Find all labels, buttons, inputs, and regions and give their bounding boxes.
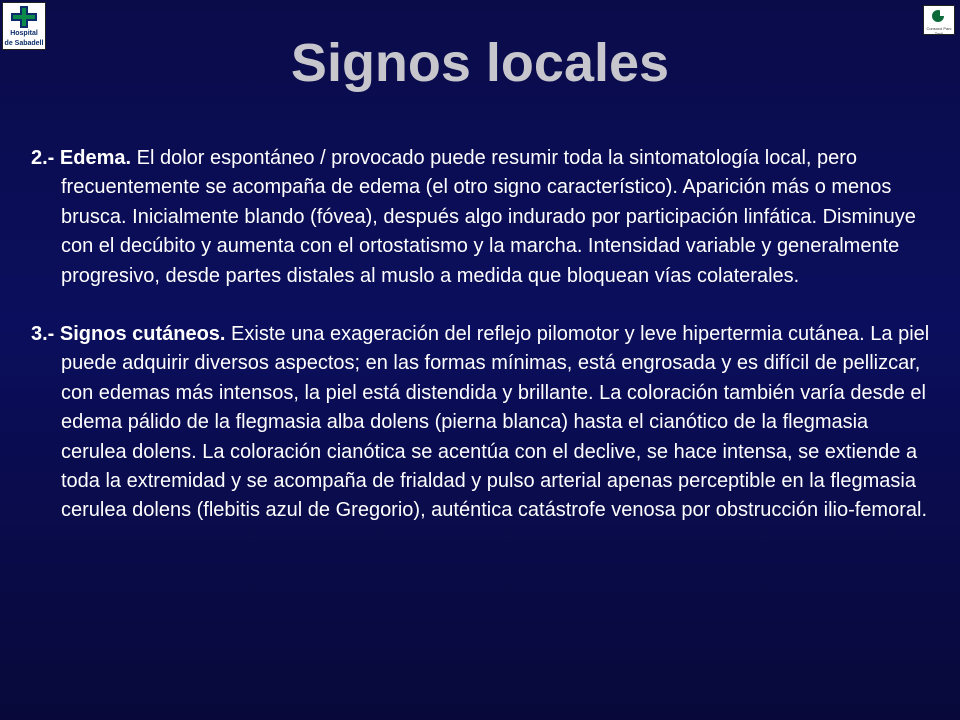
page-title: Signos locales xyxy=(290,33,670,93)
paragraph-label: 2.- Edema. xyxy=(31,147,132,169)
slide-body xyxy=(31,144,936,526)
paragraph-edema xyxy=(31,144,936,291)
paragraph-signos-cutaneos xyxy=(31,320,936,526)
logo-right-caption: Consorci Parc Taulí xyxy=(926,26,952,36)
logo-left-line1: Hospital xyxy=(10,30,38,37)
hospital-cross-icon xyxy=(11,6,37,28)
parc-tauli-logo-icon xyxy=(931,9,949,23)
paragraph-text: Existe una exageración del reflejo pilomotor y leve hipertermia cutánea. La piel puede adquirir diversos aspectos; en las formas mínimas, está engrosada y es difícil de pellizcar, con edemas más intensos, la piel está distendida y brillante. La coloración también varía desde el edema pálido de la flegmasia alba dolens (pierna blanca) hasta el cianótico de la flegmasia cerulea dolens. La coloración cianótica se acentúa con el declive, se hace intensa, se extiende a toda la extremidad y se acompaña de frialdad y pulso arterial apenas perceptible en la flegmasia cerulea dolens (flebitis azul de Gregorio), auténtica catástrofe venosa por obstrucción ilio-femoral. xyxy=(61,323,930,522)
paragraph-label: 3.- Signos cutáneos. xyxy=(31,323,226,346)
paragraph-text: El dolor espontáneo / provocado puede resumir toda la sintomatología local, pero frecuentemente se acompaña de edema (el otro signo característico). Aparición más o menos brusca. Inicialmente blando (fóvea), después algo indurado por participación linfática. Disminuye con el decúbito y aumenta con el ortostatismo y la marcha. Intensidad variable y generalmente progresivo, desde partes distales al muslo a medida que bloquean vías colaterales. xyxy=(61,147,916,287)
logo-left-line2: de Sabadell xyxy=(4,40,44,47)
